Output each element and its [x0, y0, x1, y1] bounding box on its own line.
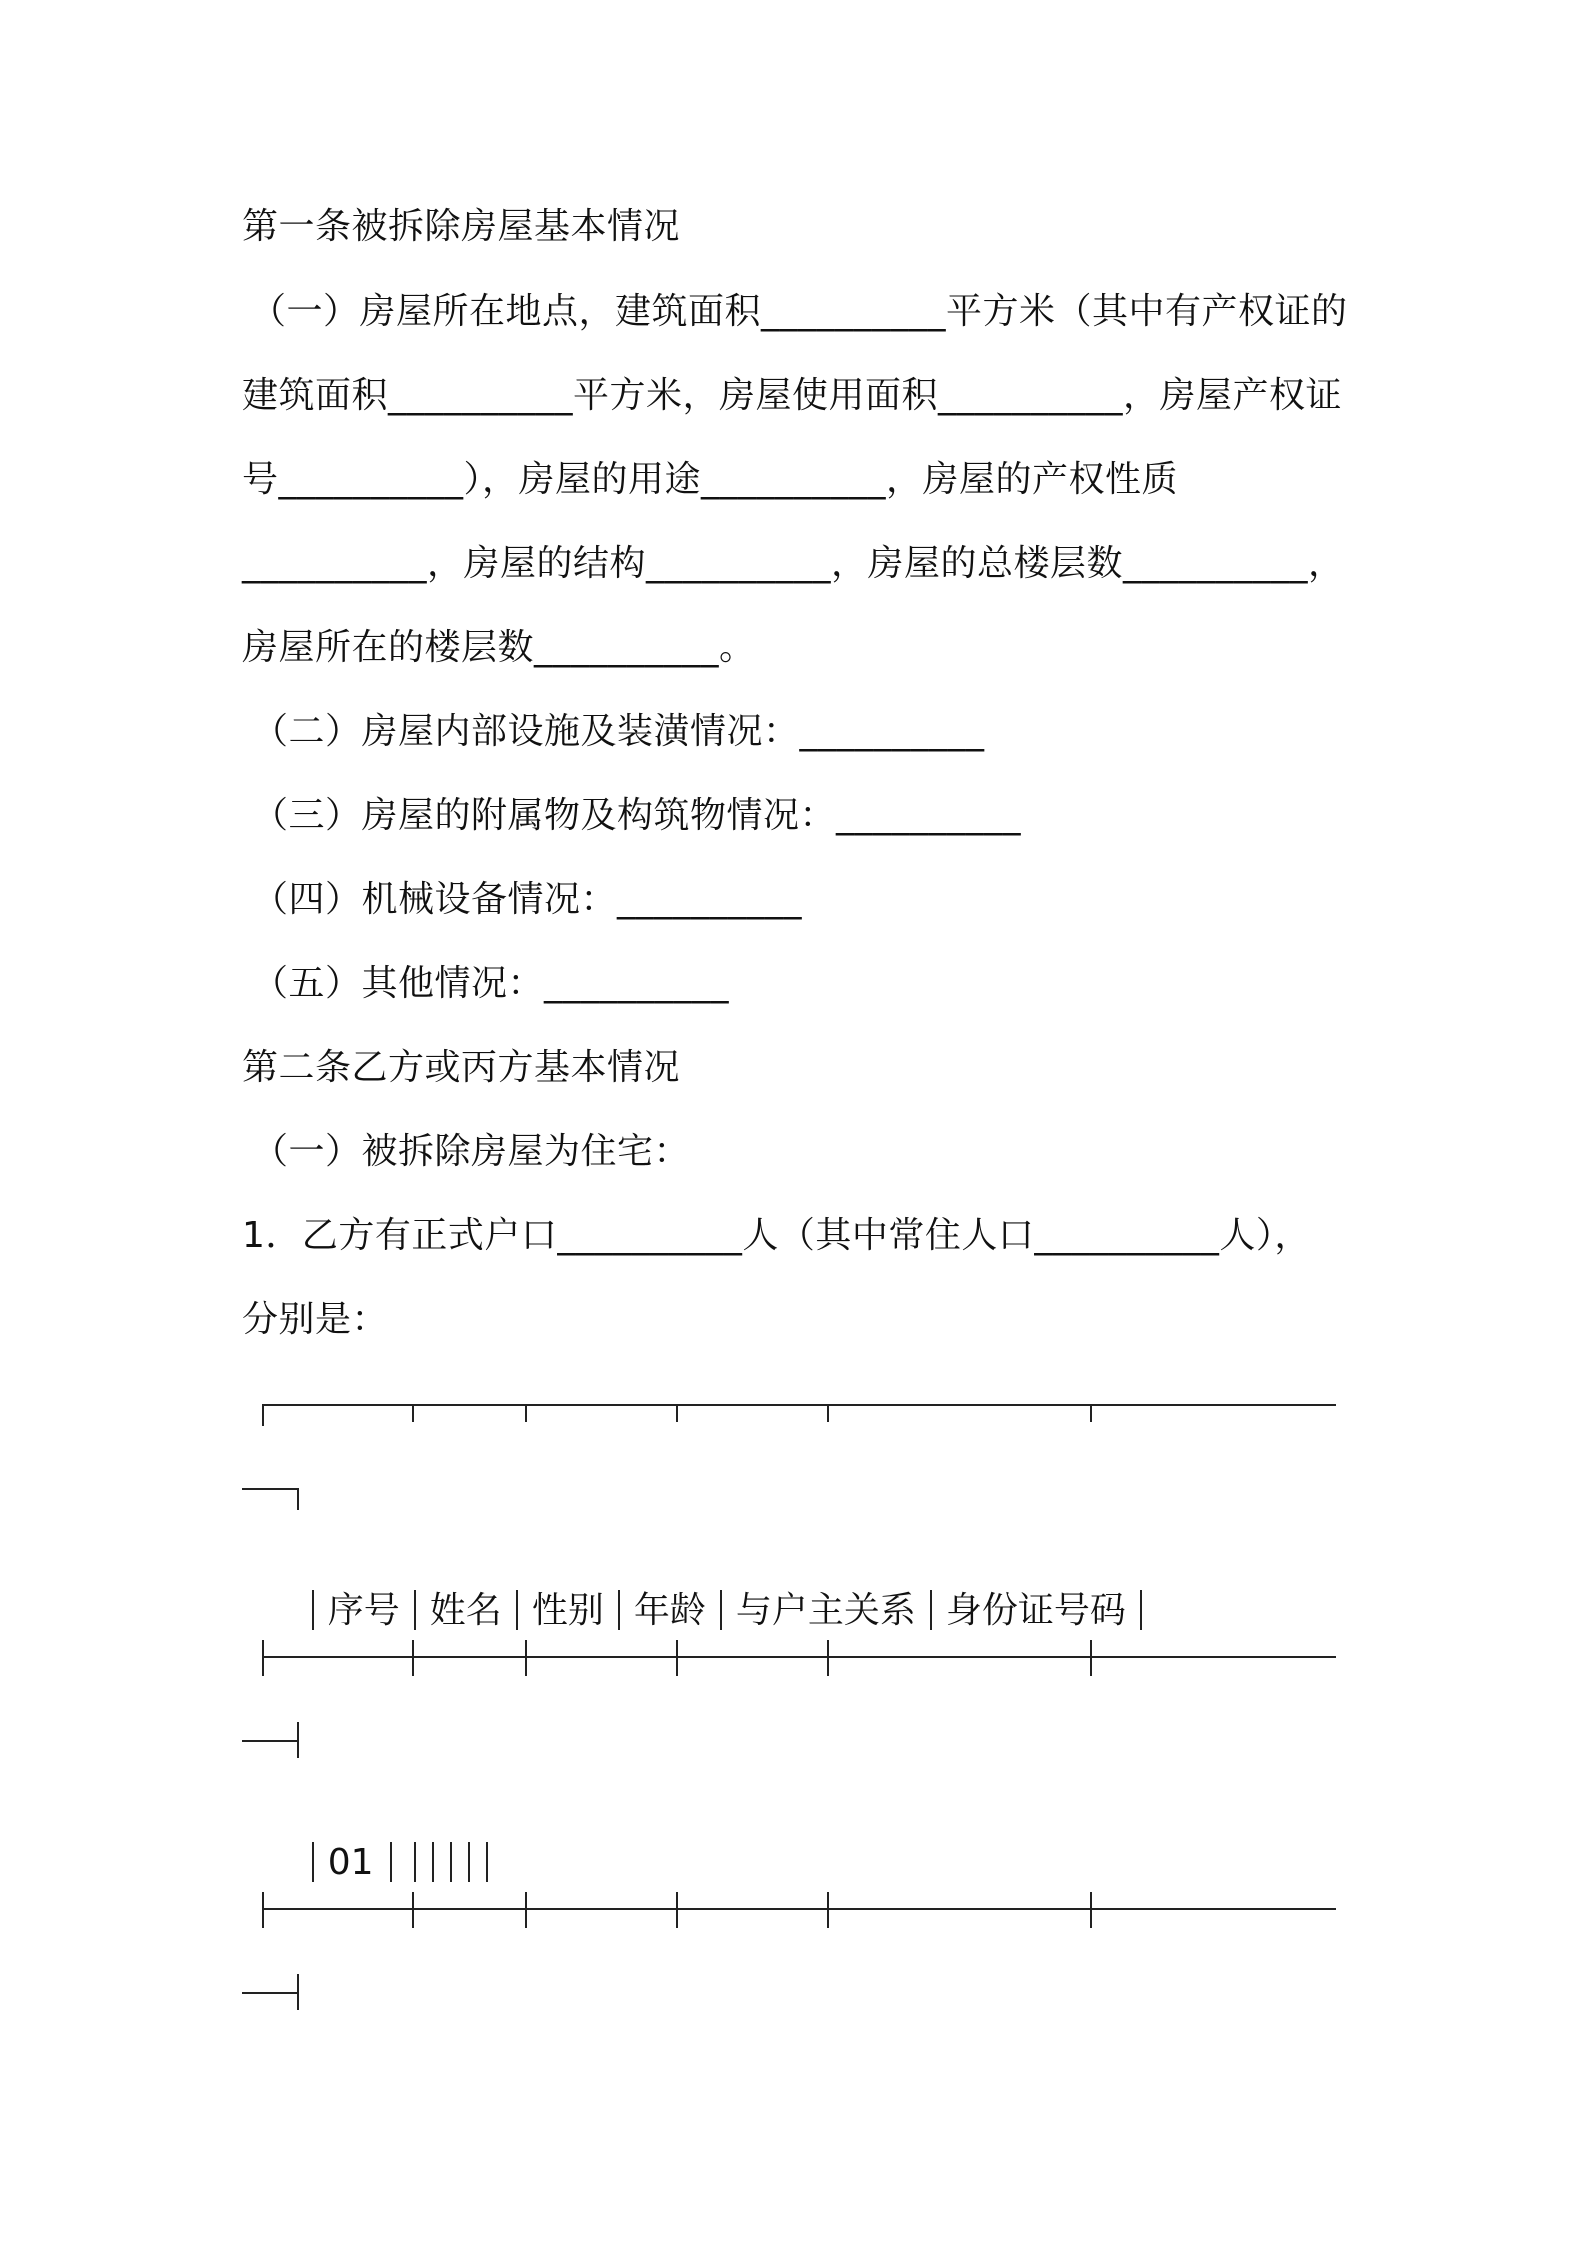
col-header-name: 姓名 — [429, 1590, 502, 1631]
article-1-heading: 第一条被拆除房屋基本情况 — [242, 206, 681, 247]
row-index: 01 — [327, 1842, 374, 1883]
paragraph-line: 分别是： — [242, 1299, 389, 1340]
paragraph-line: 号__________），房屋的用途__________，房屋的产权性质 — [242, 459, 1179, 500]
paragraph-line: 房屋所在的楼层数__________。 — [242, 627, 756, 668]
col-header-relation: 与户主关系 — [735, 1590, 916, 1631]
paragraph-line: （一）被拆除房屋为住宅： — [252, 1131, 691, 1172]
paragraph-line: 1．乙方有正式户口__________人（其中常住人口__________人）， — [242, 1215, 1311, 1256]
col-header-age: 年龄 — [633, 1590, 706, 1631]
paragraph-line: （二）房屋内部设施及装潢情况：__________ — [252, 711, 985, 752]
paragraph-line: （五）其他情况：__________ — [252, 963, 730, 1004]
paragraph-line: （四）机械设备情况：__________ — [252, 879, 803, 920]
paragraph-line: 建筑面积__________平方米，房屋使用面积__________，房屋产权证 — [242, 375, 1343, 416]
article-2-heading: 第二条乙方或丙方基本情况 — [242, 1047, 681, 1088]
col-header-gender: 性别 — [531, 1590, 604, 1631]
paragraph-line: （一）房屋所在地点，建筑面积__________平方米（其中有产权证的 — [250, 291, 1348, 332]
col-header-id-number: 身份证号码 — [945, 1590, 1126, 1631]
col-header-index: 序号 — [327, 1590, 400, 1631]
paragraph-line: （三）房屋的附属物及构筑物情况：__________ — [252, 795, 1022, 836]
paragraph-line: __________，房屋的结构__________，房屋的总楼层数__________， — [242, 543, 1345, 584]
